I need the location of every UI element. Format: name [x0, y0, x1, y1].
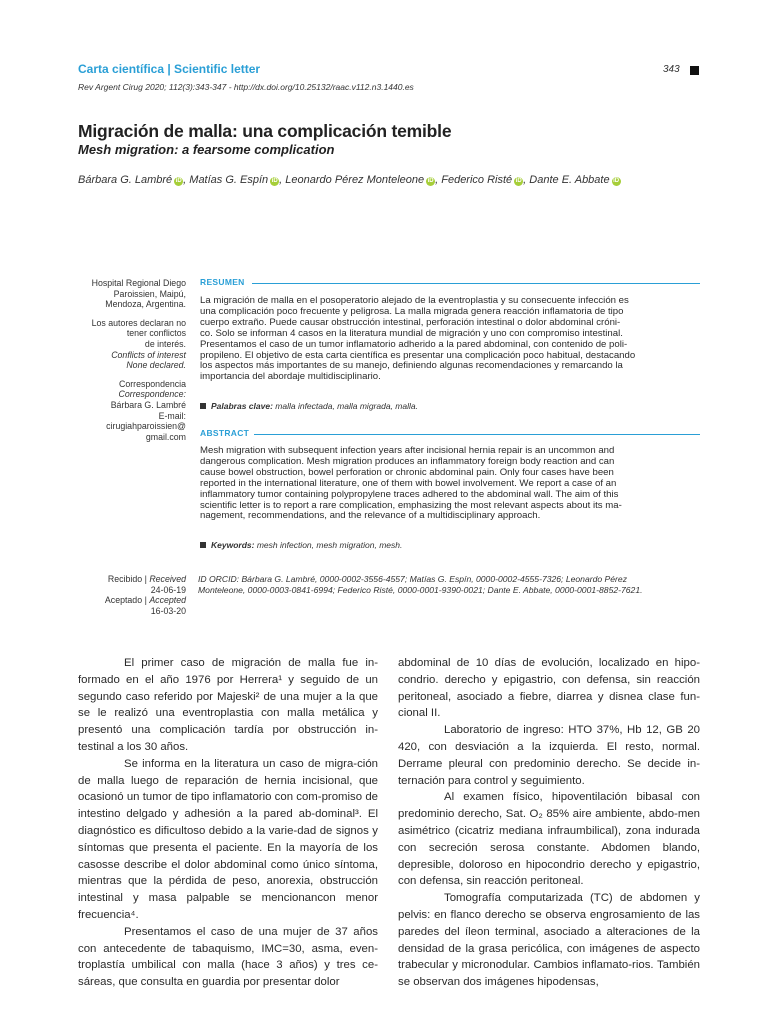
body-paragraph: Laboratorio de ingreso: HTO 37%, Hb 12, GB 20 420, con desviación a la izquierda. El resto, normal. Derrame pleural con predominio derecho. Se decide in-ternación para control y seguimiento.	[398, 724, 700, 787]
email-line: gmail.com	[145, 431, 186, 442]
body-paragraph: Tomografía computarizada (TC) de abdomen y pelvis: en flanco derecho se observa engrosamiento de las paredes del íleon terminal, asociado a alteraciones de la densidad de la grasa pericólica, con imágenes de aspecto trabecular y micronodular. Cambios inflamato-rios. También se observan dos imágenes hipodensas,	[398, 892, 700, 989]
conflict-of-interest	[70, 318, 186, 371]
abstract-line: Mesh migration with subsequent infection years after incisional hernia repair is an uncommon and	[200, 445, 615, 456]
resumen-line: cuerpo extraño. Puede causar obstrucción intestinal, perforación intestinal o dolor abdominal cróni-	[200, 316, 621, 328]
abstract-heading: ABSTRACT	[200, 428, 250, 438]
resumen-line: importancia del abordaje multidisciplinario.	[200, 371, 381, 383]
author-name: Federico Risté	[441, 174, 513, 186]
orcid-icon[interactable]: iD	[613, 178, 620, 184]
email-label: E-mail:	[158, 410, 186, 421]
article-dates	[70, 574, 186, 616]
section-rule	[252, 283, 700, 284]
abstract-text	[200, 446, 700, 522]
correspondent-name: Bárbara G. Lambré	[110, 399, 186, 410]
resumen-keywords	[200, 401, 418, 411]
coi-line-english: None declared.	[126, 360, 186, 371]
journal-section-label: Carta científica | Scientific letter	[78, 62, 261, 76]
correspondence-label-english: Correspondence:	[118, 389, 186, 400]
orcid-id-line: Monteleone, 0000-0003-0841-6994; Federico Risté, 0000-0001-9390-0021; Dante E. Abbate, 0000-0001-8852-7621.	[198, 585, 643, 596]
body-column-left	[78, 655, 378, 991]
body-paragraph: abdominal de 10 días de evolución, localizado en hipo-condrio. derecho y epigastrio, con defensa, sin reacción peritoneal, asociado a fiebre, diarrea y disnea clase fun-cional II.	[398, 657, 700, 720]
accepted-date: 16-03-20	[150, 605, 186, 616]
correspondence	[70, 379, 186, 443]
abstract-line: inflammatory tumor containing polypropylene traces adhered to the abdominal wall. The aim of this	[200, 488, 619, 500]
email-line: cirugiahparoissien@	[106, 421, 186, 432]
keywords-value: mesh infection, mesh migration, mesh.	[256, 540, 403, 550]
author-name: Matías G. Espín	[189, 174, 269, 186]
resumen-line: una complicación poco frecuente y peligrosa. La malla migrada genera reacción inflamatoria de tipo	[200, 305, 624, 317]
correspondence-label: Correspondencia	[119, 378, 186, 389]
abstract-line: reported in the international literature, one of them with bowel involvement. We report a case of an	[200, 477, 617, 489]
coi-line: Los autores declaran no	[91, 317, 186, 328]
author-name: Leonardo Pérez Monteleone	[285, 174, 425, 186]
body-paragraph: Se informa en la literatura un caso de migra-ción de malla luego de reparación de hernia incisional, que ocasionó un tumor de tipo inflamatorio con com-promiso de intestino delgado y adhesión a la pared ab-dominal³. El diagnóstico es dificultoso debido a la varie-dad de signos y síntomas que presenta el paciente. En la mayoría de los casosse describe el dolor abdominal como único síntoma, mientras que la pérdida de peso, anorexia, obstrucción intestinal y masa palpable se mencionancon menor frecuencia⁴.	[78, 757, 378, 921]
citation-line: Rev Argent Cirug 2020; 112(3):343-347 - http://dx.doi.org/10.25132/raac.v112.n3.1440.es	[78, 82, 414, 92]
keywords-value: malla infectada, malla migrada, malla.	[275, 401, 418, 411]
resumen-text	[200, 296, 700, 383]
accepted-row	[70, 595, 186, 606]
accepted-label: Aceptado	[104, 595, 143, 606]
orcid-icon[interactable]: iD	[175, 178, 182, 184]
separator: |	[144, 574, 147, 584]
affiliation-line: Mendoza, Argentina.	[105, 299, 186, 310]
author-name: Bárbara G. Lambré	[78, 174, 173, 186]
bullet-square-icon	[200, 403, 206, 409]
abstract-line: dangerous complication. Mesh migration produces an inflammatory foreign body reaction and can	[200, 455, 615, 467]
coi-line: tener conflictos	[126, 328, 186, 339]
resumen-line: La migración de malla en el posoperatorio alejado de la eventroplastia y su consecuente infección es	[200, 295, 629, 306]
received-label: Recibido	[107, 574, 143, 584]
body-column-right	[398, 655, 700, 991]
keywords-label: Palabras clave:	[211, 401, 273, 411]
body-paragraph: El primer caso de migración de malla fue in-formado en el año 1976 por Herrera¹ y seguido de un segundo caso referido por Majeski² de una mujer a la que se le realizó una eventroplastia con malla metálica y presentó una complicación tardía por obstrucción in-testinal a los 30 años.	[78, 657, 378, 753]
abstract-line: nagement, recommendations, and the relevance of a multidisciplinary approach.	[200, 510, 541, 522]
orcid-icon[interactable]: iD	[271, 178, 278, 184]
orcid-icon[interactable]: iD	[515, 178, 522, 184]
resumen-line: Presentamos el caso de un tumor inflamatorio adherido a la pared abdominal, con contenido de poli-	[200, 338, 628, 350]
orcid-id-line: ID ORCID: Bárbara G. Lambré, 0000-0002-3556-4557; Matías G. Espín, 0000-0002-4555-7326; Leonardo Pérez	[198, 574, 627, 584]
page-number: 343	[663, 64, 680, 75]
coi-line: de interés.	[144, 338, 186, 349]
article-title: Migración de malla: una complicación temible	[78, 121, 452, 141]
accepted-label-english: Accepted	[149, 595, 186, 606]
received-label-english: Received	[149, 574, 186, 584]
resumen-line: los aspectos más importantes de su manejo, definiendo algunas recomendaciones y remarcando la	[200, 360, 623, 372]
sidebar-info	[70, 278, 186, 442]
received-date: 24-06-19	[150, 584, 186, 595]
affiliation-line: Hospital Regional Diego	[91, 278, 186, 288]
author-name: Dante E. Abbate	[529, 174, 610, 186]
orcid-icon[interactable]: iD	[427, 178, 434, 184]
resumen-line: co. Solo se informan 4 casos en la literatura mundial de migración y uno con compromiso intestinal.	[200, 327, 623, 339]
coi-line-english: Conflicts of interest	[111, 349, 186, 360]
email-link[interactable]	[70, 421, 186, 442]
article-title-english: Mesh migration: a fearsome complication	[78, 142, 335, 157]
resumen-heading: RESUMEN	[200, 277, 245, 287]
section-rule	[254, 434, 700, 435]
bullet-square-icon	[200, 542, 206, 548]
author-list: Bárbara G. Lambré iD , Matías G. Espín iD , Leonardo Pérez Monteleone iD , Federico Risté iD , Dante E. Abbate iD	[78, 174, 620, 186]
received-row	[70, 574, 186, 585]
orcid-id-list	[198, 574, 700, 596]
affiliation-line: Paroissien, Maipú,	[113, 288, 186, 299]
page-marker	[690, 66, 699, 75]
resumen-line: propileno. El objetivo de esta carta científica es presentar una complicación poco habitual, destacando	[200, 349, 636, 361]
keywords-label: Keywords:	[211, 540, 255, 550]
abstract-line: scientific letter is to report a rare complication, emphasizing the most relevant aspects about its ma-	[200, 499, 622, 511]
affiliation	[70, 278, 186, 310]
body-paragraph: Al examen físico, hipoventilación bibasal con predominio derecho, Sat. O₂ 85% aire ambiente, abdo-men asimétrico (cicatriz mediana infraumbilical), zona indurada con secreción serosa constante. Abdomen blando, depresible, doloroso en hipocondrio derecho y epigastrio, con defensa, sin reacción peritoneal.	[398, 791, 700, 888]
body-paragraph: Presentamos el caso de una mujer de 37 años con antecedente de tabaquismo, IMC=30, asma, even-troplastía umbilical con malla (hace 3 años) y tres ce-sáreas, que consulta en guardia por presentar dolor	[78, 925, 378, 989]
abstract-keywords	[200, 540, 402, 550]
separator: |	[144, 595, 147, 606]
abstract-line: cause bowel obstruction, bowel perforation or chronic abdominal pain. Only four cases have been	[200, 466, 614, 478]
